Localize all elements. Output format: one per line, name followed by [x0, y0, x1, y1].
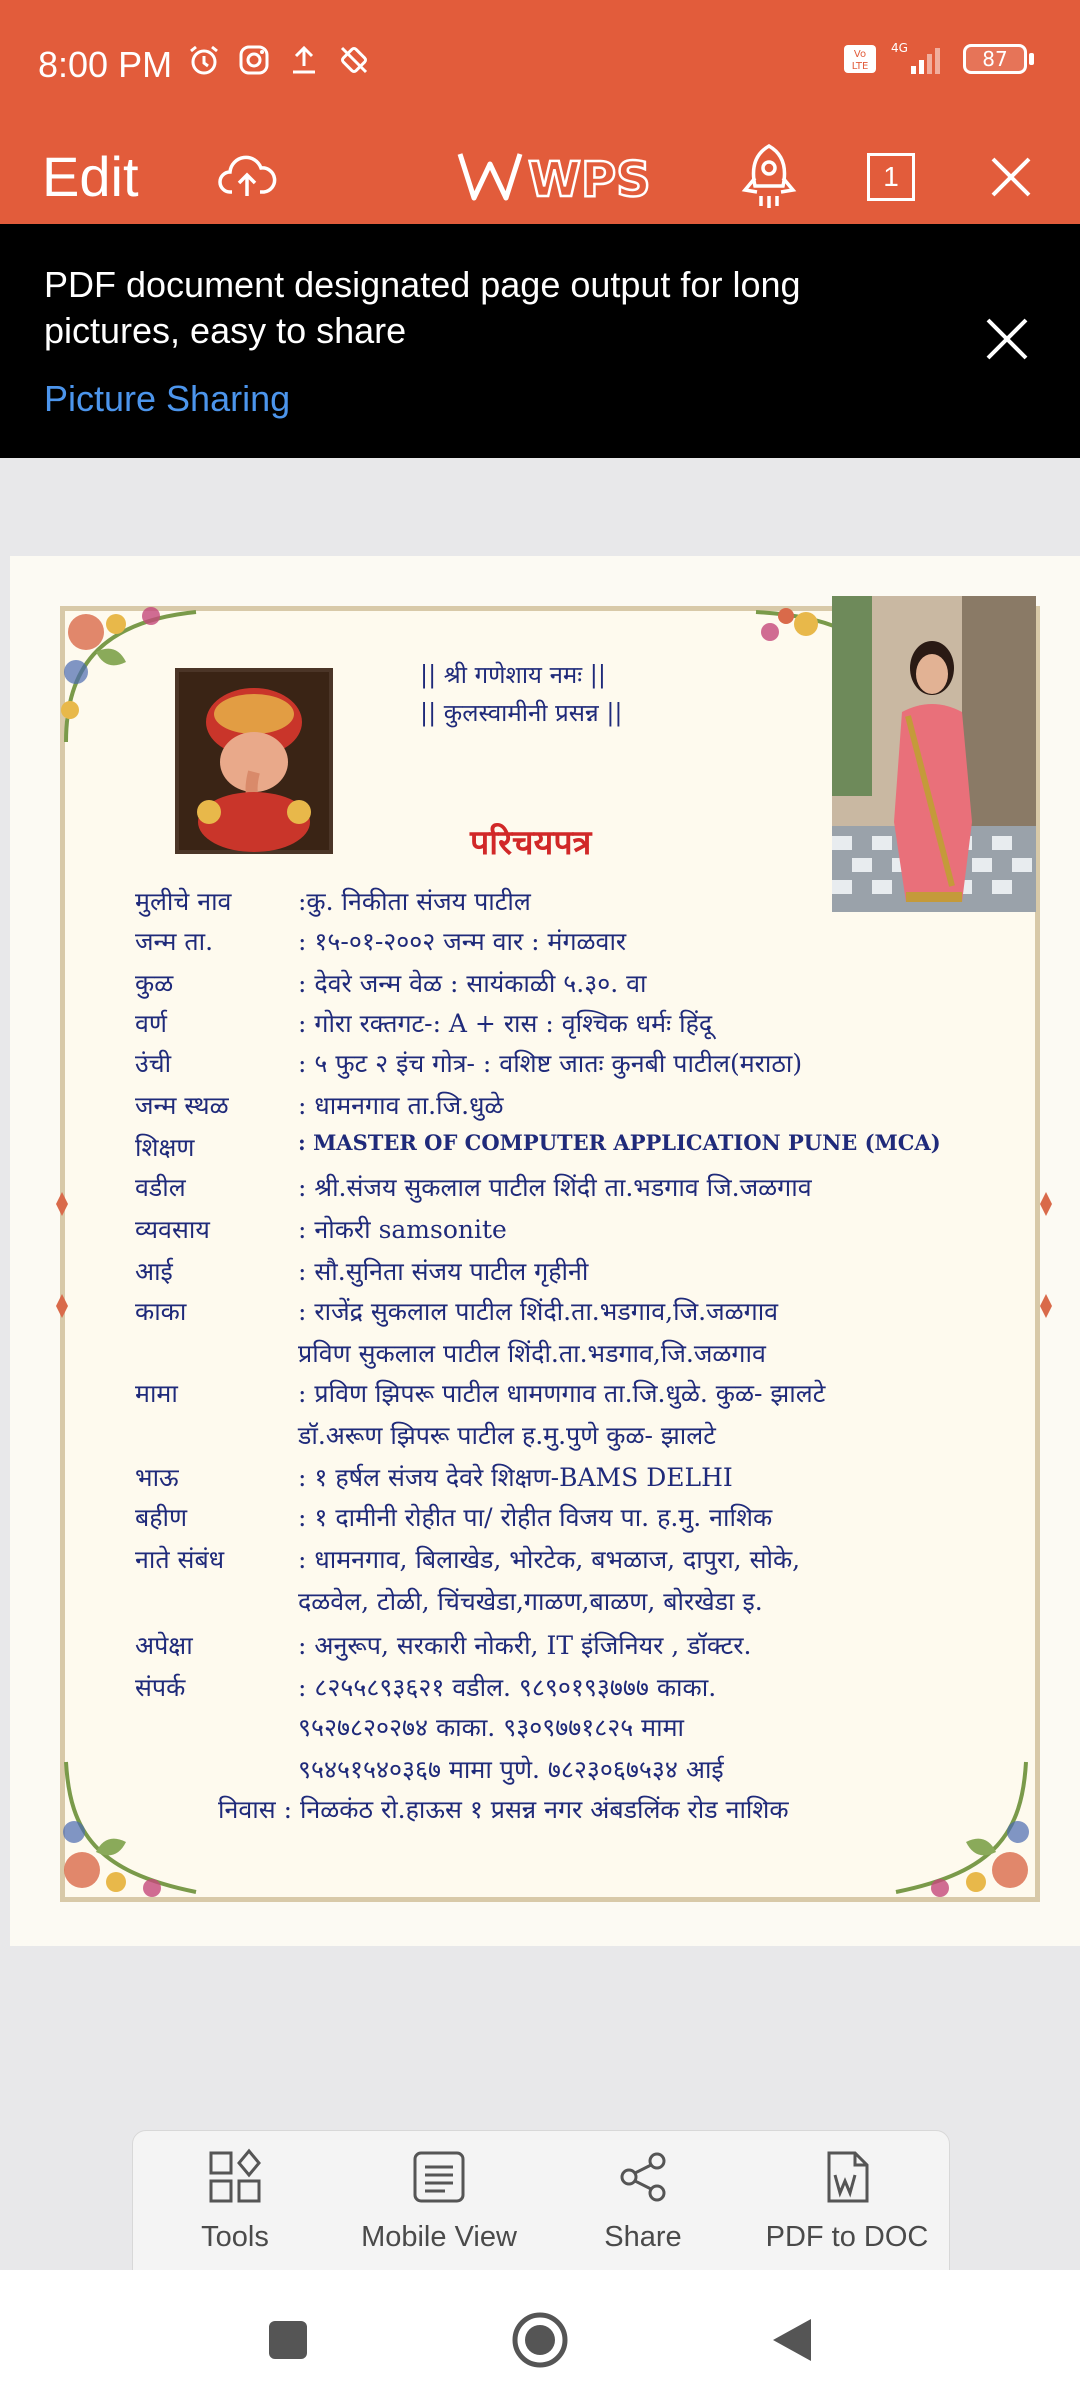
sync-off-icon — [336, 42, 372, 78]
instagram-icon — [236, 42, 272, 78]
row-label: जन्म स्थळ — [135, 1091, 229, 1120]
top-toolbar — [0, 130, 1080, 224]
row-label: वडील — [135, 1173, 186, 1202]
home-button[interactable] — [510, 2310, 570, 2370]
row-label: अपेक्षा — [135, 1631, 193, 1660]
recents-button[interactable] — [258, 2310, 318, 2370]
row-value: दळवेल, टोळी, चिंचखेडा,गाळण,बाळण, बोरखेडा इ. — [298, 1587, 763, 1616]
ornament-bullet-icon — [1032, 1292, 1060, 1320]
row-label: बहीण — [135, 1503, 188, 1532]
row-value: : राजेंद्र सुकलाल पाटील शिंदी.ता.भडगाव,जि.जळगाव — [298, 1297, 779, 1326]
navigation-bar — [0, 2270, 1080, 2400]
ornament-bullet-icon — [48, 1292, 76, 1320]
row-value: : श्री.संजय सुकलाल पाटील शिंदी ता.भडगाव जि.जळगाव — [298, 1173, 812, 1202]
row-label: उंची — [135, 1049, 172, 1078]
picture-sharing-link[interactable]: Picture Sharing — [44, 378, 291, 419]
edit-button[interactable]: Edit — [42, 145, 139, 208]
row-value: : १ दामीनी रोहीत पा/ रोहीत विजय पा. ह.मु. नाशिक — [298, 1503, 773, 1532]
mobile-view-icon — [411, 2149, 467, 2205]
tools-button[interactable] — [133, 2149, 337, 2254]
row-value: : अनुरूप, सरकारी नोकरी, IT इंजिनियर , डॉक्टर. — [298, 1631, 752, 1660]
row-value: डॉ.अरूण झिपरू पाटील ह.मु.पुणे कुळ- झालटे — [298, 1421, 716, 1450]
row-value: : ८२५५८९३६२१ वडील. ९८९०१९३७७७ काका. — [298, 1673, 717, 1702]
pdf-to-doc-label: PDF to DOC — [765, 2221, 929, 2253]
upload-icon — [286, 42, 322, 78]
row-value: : १५-०१-२००२ जन्म वार : मंगळवार — [298, 927, 627, 956]
row-value: : नोकरी samsonite — [298, 1215, 507, 1244]
page-count: 1 — [867, 153, 915, 201]
row-value: ९५४५१५४०३६७ मामा पुणे. ७८२३०६७५३४ आई — [298, 1755, 724, 1784]
row-value: : देवरे जन्म वेळ : सायंकाळी ५.३०. वा — [298, 969, 647, 998]
row-label: व्यवसाय — [135, 1215, 210, 1244]
battery-tip — [1029, 53, 1034, 65]
banner-close-icon[interactable] — [982, 314, 1032, 364]
svg-text:4G: 4G — [891, 41, 908, 55]
greeting-block — [420, 656, 623, 732]
status-time: 8:00 PM — [38, 44, 173, 85]
row-value: : गोरा रक्तगट-: A + रास : वृश्चिक धर्मः हिंदू — [298, 1009, 713, 1038]
battery-indicator: 87 — [963, 44, 1027, 74]
share-button[interactable] — [541, 2149, 745, 2254]
picture-sharing-banner — [0, 224, 1080, 458]
row-value: : धामनगाव, बिलाखेड, भोरटेक, बभळाज, दापुरा, सोके, — [298, 1545, 801, 1574]
mobile-view-label: Mobile View — [361, 2221, 517, 2253]
row-label: कुळ — [135, 969, 174, 998]
row-label: आई — [135, 1257, 173, 1286]
banner-message: PDF document designated page output for long pictures, easy to share — [44, 264, 801, 351]
row-value: :कु. निकीता संजय पाटील — [298, 887, 531, 916]
row-label: वर्ण — [135, 1009, 167, 1038]
floral-corner-bottom-right — [886, 1752, 1036, 1902]
row-value: : ५ फुट २ इंच गोत्र- : वशिष्ट जातः कुनबी पाटील(मराठा) — [298, 1049, 803, 1078]
home-icon — [511, 2311, 569, 2369]
row-label: मुलीचे नाव — [135, 887, 232, 916]
status-system-icons — [843, 42, 1034, 76]
back-button[interactable] — [762, 2310, 822, 2370]
document-title: परिचयपत्र — [470, 823, 592, 863]
row-value: प्रविण सुकलाल पाटील शिंदी.ता.भडगाव,जि.जळगाव — [298, 1339, 766, 1368]
row-value: ९५२७८२०२७४ काका. ९३०९७७१८२५ मामा — [298, 1713, 684, 1742]
signal-icon — [891, 42, 949, 76]
status-notification-icons — [186, 42, 372, 78]
volte-icon — [843, 44, 877, 74]
row-value: : प्रविण झिपरू पाटील धामणगाव ता.जि.धुळे. कुळ- झालटे — [298, 1379, 826, 1408]
greeting-line-1: || श्री गणेशाय नमः || — [420, 661, 606, 689]
row-label: मामा — [135, 1379, 178, 1408]
cloud-upload-icon[interactable] — [212, 142, 282, 212]
tools-icon — [207, 2149, 263, 2205]
page-count-icon[interactable] — [856, 142, 926, 212]
wps-logo-text: WPS — [528, 152, 651, 208]
pdf-to-doc-icon — [819, 2149, 875, 2205]
floral-corner-bottom-left — [56, 1752, 206, 1902]
svg-text:LTE: LTE — [851, 61, 869, 72]
pdf-to-doc-button[interactable] — [745, 2149, 949, 2254]
greeting-line-2: || कुलस्वामीनी प्रसन्न || — [420, 699, 623, 727]
close-icon[interactable] — [976, 142, 1046, 212]
row-value: : धामनगाव ता.जि.धुळे — [298, 1091, 504, 1120]
row-value: : MASTER OF COMPUTER APPLICATION PUNE (MCA) — [298, 1130, 941, 1155]
ganesh-image — [175, 668, 333, 854]
share-icon — [615, 2149, 671, 2205]
ornament-bullet-icon — [48, 1190, 76, 1218]
rocket-icon[interactable] — [734, 142, 804, 212]
row-label: जन्म ता. — [135, 927, 214, 956]
row-label: भाऊ — [135, 1463, 179, 1492]
address-line: निवास : निळकंठ रो.हाऊस १ प्रसन्न नगर अंबडलिंक रोड नाशिक — [218, 1795, 789, 1824]
row-label: शिक्षण — [135, 1133, 195, 1162]
row-value: : सौ.सुनिता संजय पाटील गृहीनी — [298, 1257, 589, 1286]
svg-text:Vo: Vo — [853, 49, 867, 60]
row-label: काका — [135, 1297, 187, 1326]
pdf-page[interactable] — [10, 556, 1080, 1946]
share-label: Share — [604, 2221, 682, 2253]
recents-icon — [267, 2319, 309, 2361]
bottom-toolbar — [132, 2130, 950, 2272]
tools-label: Tools — [201, 2221, 269, 2253]
row-label: संपर्क — [135, 1673, 186, 1702]
row-value: : १ हर्षल संजय देवरे शिक्षण-BAMS DELHI — [298, 1463, 733, 1492]
alarm-icon — [186, 42, 222, 78]
status-bar — [0, 0, 1080, 130]
row-label: नाते संबंध — [135, 1545, 225, 1574]
wps-logo — [456, 140, 651, 214]
ornament-bullet-icon — [1032, 1190, 1060, 1218]
profile-photo — [832, 596, 1036, 912]
mobile-view-button[interactable] — [337, 2149, 541, 2254]
back-icon — [769, 2315, 815, 2365]
